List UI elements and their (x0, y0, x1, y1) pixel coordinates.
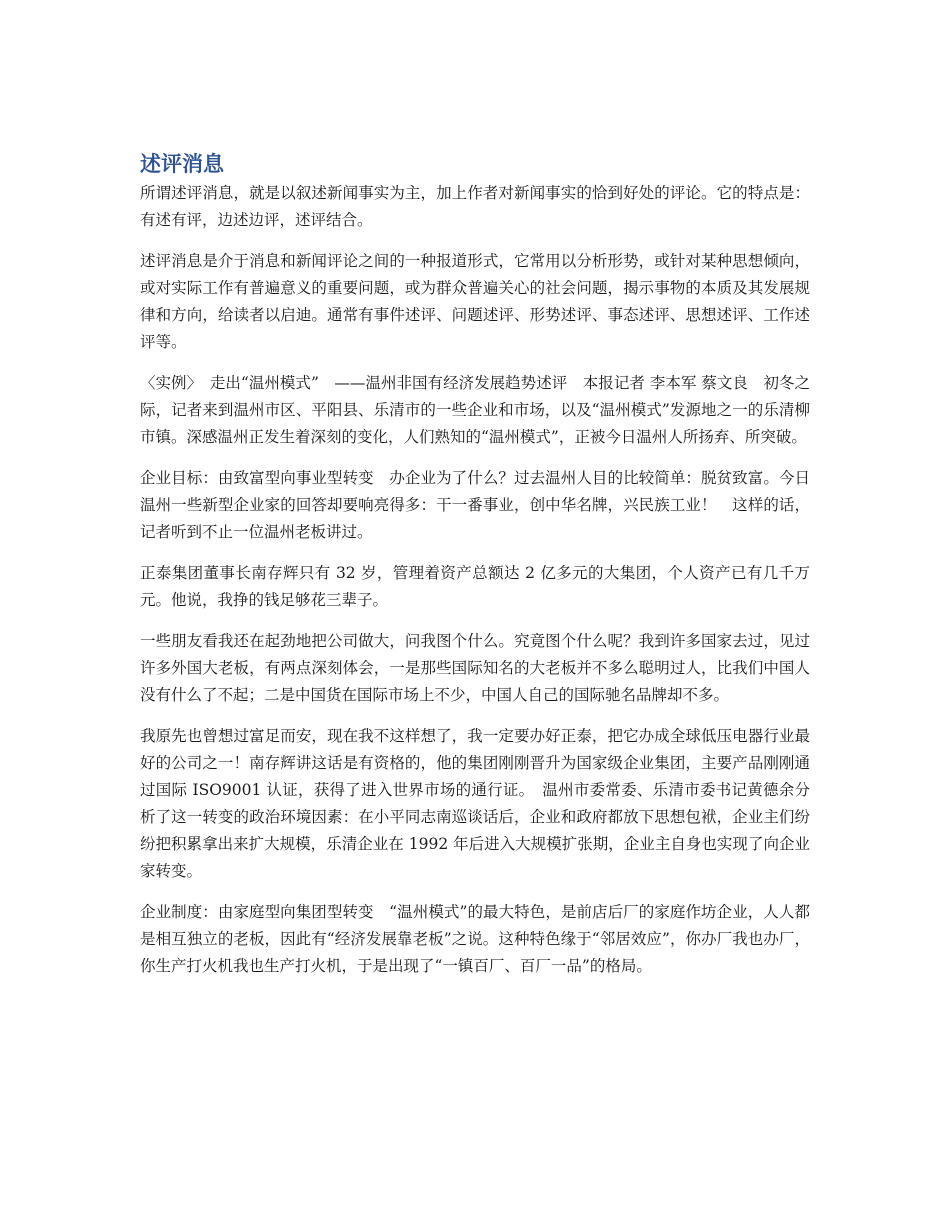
paragraph-enterprise-system: 企业制度：由家庭型向集团型转变 “温州模式”的最大特色，是前店后厂的家庭作坊企业，人人都是相互独立的老板，因此有“经济发展靠老板”之说。这种特色缘于“邻居效应”，你办厂我也办厂，你生产打火机我也生产打火机，于是出现了“一镇百厂、百厂一品”的格局。 (140, 903, 810, 975)
paragraph-friends-question: 一些朋友看我还在起劲地把公司做大，问我图个什么。究竟图个什么呢？我到许多国家去过，见过许多外国大老板，有两点深刻体会，一是那些国际知名的大老板并不多么聪明过人，比我们中国人没有什么了不起；二是中国货在国际市场上不少，中国人自己的国际驰名品牌却不多。 (140, 632, 810, 704)
document-title: 述评消息 (140, 152, 224, 176)
document-page (140, 148, 810, 994)
paragraph-description: 述评消息是介于消息和新闻评论之间的一种报道形式，它常用以分析形势，或针对某种思想倾向，或对实际工作有普遍意义的重要问题，或为群众普遍关心的社会问题，揭示事物的本质及其发展规律和方向，给读者以启迪。通常有事件述评、问题述评、形势述评、事态述评、思想述评、工作述评等。 (140, 252, 810, 351)
paragraph-zhengtai: 正泰集团董事长南存辉只有 32 岁，管理着资产总额达 2 亿多元的大集团，个人资产已有几千万元。他说，我挣的钱足够花三辈子。 (140, 564, 810, 609)
paragraph-example-intro: 〈实例〉 走出“温州模式” ——温州非国有经济发展趋势述评 本报记者 李本军 蔡文良 初冬之际，记者来到温州市区、平阳县、乐清市的一些企业和市场，以及“温州模式”发源地之一的乐清柳市镇。深感温州正发生着深刻的变化，人们熟知的“温州模式”，正被今日温州人所扬弃、所突破。 (140, 374, 810, 446)
paragraph-transformation: 我原先也曾想过富足而安，现在我不这样想了，我一定要办好正泰，把它办成全球低压电器行业最好的公司之一！南存辉讲这话是有资格的，他的集团刚刚晋升为国家级企业集团，主要产品刚刚通过国际 ISO9001 认证，获得了进入世界市场的通行证。 温州市委常委、乐清市委书记黄德余分析了这一转变的政治环境因素：在小平同志南巡谈话后，企业和政府都放下思想包袱，企业主们纷纷把积累拿出来扩大规模，乐清企业在 1992 年后进入大规模扩张期，企业主自身也实现了向企业家转变。 (140, 727, 810, 880)
paragraph-definition: 所谓述评消息，就是以叙述新闻事实为主，加上作者对新闻事实的恰到好处的评论。它的特点是：有述有评，边述边评，述评结合。 (140, 184, 810, 229)
paragraph-enterprise-goal: 企业目标：由致富型向事业型转变 办企业为了什么？过去温州人目的比较简单：脱贫致富。今日温州一些新型企业家的回答却要响亮得多：干一番事业，创中华名牌，兴民族工业！ 这样的话，记者听到不止一位温州老板讲过。 (140, 469, 810, 541)
